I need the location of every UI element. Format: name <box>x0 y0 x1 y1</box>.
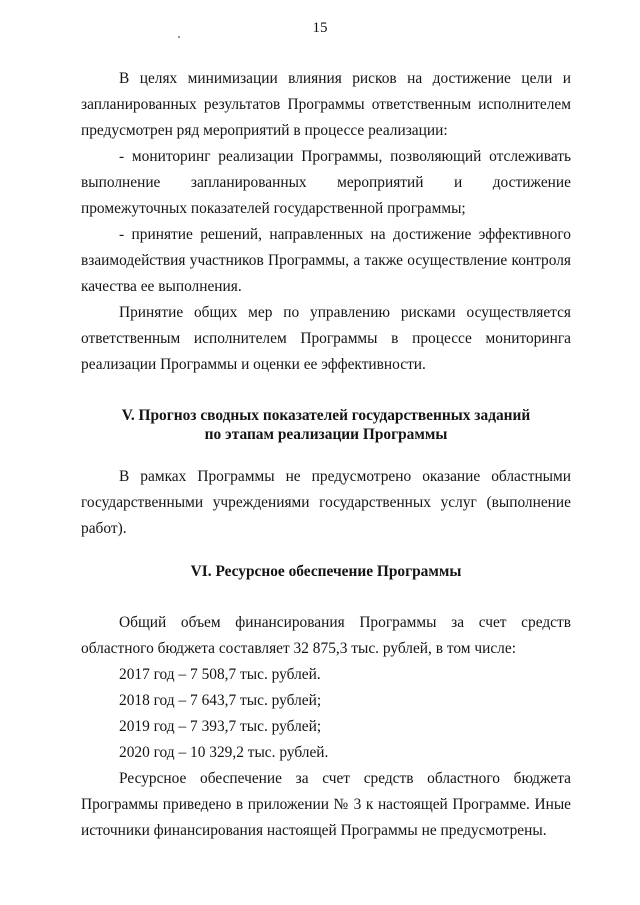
section-5-heading-line-2: по этапам реализации Программы <box>204 426 448 443</box>
funding-year-2019: 2019 год – 7 393,7 тыс. рублей; <box>119 718 322 735</box>
page-number: 15 <box>312 20 328 36</box>
funding-year-2020: 2020 год – 10 329,2 тыс. рублей. <box>119 744 329 761</box>
section-6-heading: VI. Ресурсное обеспечение Программы <box>190 563 462 580</box>
paragraph-decisions: - принятие решений, направленных на достижение эффективного взаимодействия участников Программы, а также осуществление контроля качества ее выполнения. <box>81 226 571 295</box>
section-5-heading-line-1: V. Прогноз сводных показателей государственных заданий <box>121 407 531 424</box>
paragraph-monitoring: - мониторинг реализации Программы, позволяющий отслеживать выполнение запланированных мероприятий и достижение промежуточных показателей государственной программы; <box>81 148 571 217</box>
paragraph-risk-minimization: В целях минимизации влияния рисков на достижение цели и запланированных результатов Программы ответственным исполнителем предусмотрен ряд мероприятий в процессе реализации: <box>81 70 571 139</box>
paragraph-risk-management: Принятие общих мер по управлению рисками осуществляется ответственным исполнителем Программы в процессе мониторинга реализации Программы и оценки ее эффективности. <box>81 304 571 373</box>
paragraph-funding-total: Общий объем финансирования Программы за счет средств областного бюджета составляет 32 875,3 тыс. рублей, в том числе: <box>81 614 571 657</box>
scan-artifact <box>178 36 180 38</box>
funding-year-2017: 2017 год – 7 508,7 тыс. рублей. <box>119 666 321 683</box>
funding-year-2018: 2018 год – 7 643,7 тыс. рублей; <box>119 692 322 709</box>
section-5-heading <box>81 406 571 444</box>
paragraph-state-services: В рамках Программы не предусмотрено оказание областными государственными учреждениями государственных услуг (выполнение работ). <box>81 468 571 537</box>
paragraph-resource-provision: Ресурсное обеспечение за счет средств областного бюджета Программы приведено в приложении № 3 к настоящей Программе. Иные источники финансирования настоящей Программы не предусмотрены. <box>81 770 571 839</box>
